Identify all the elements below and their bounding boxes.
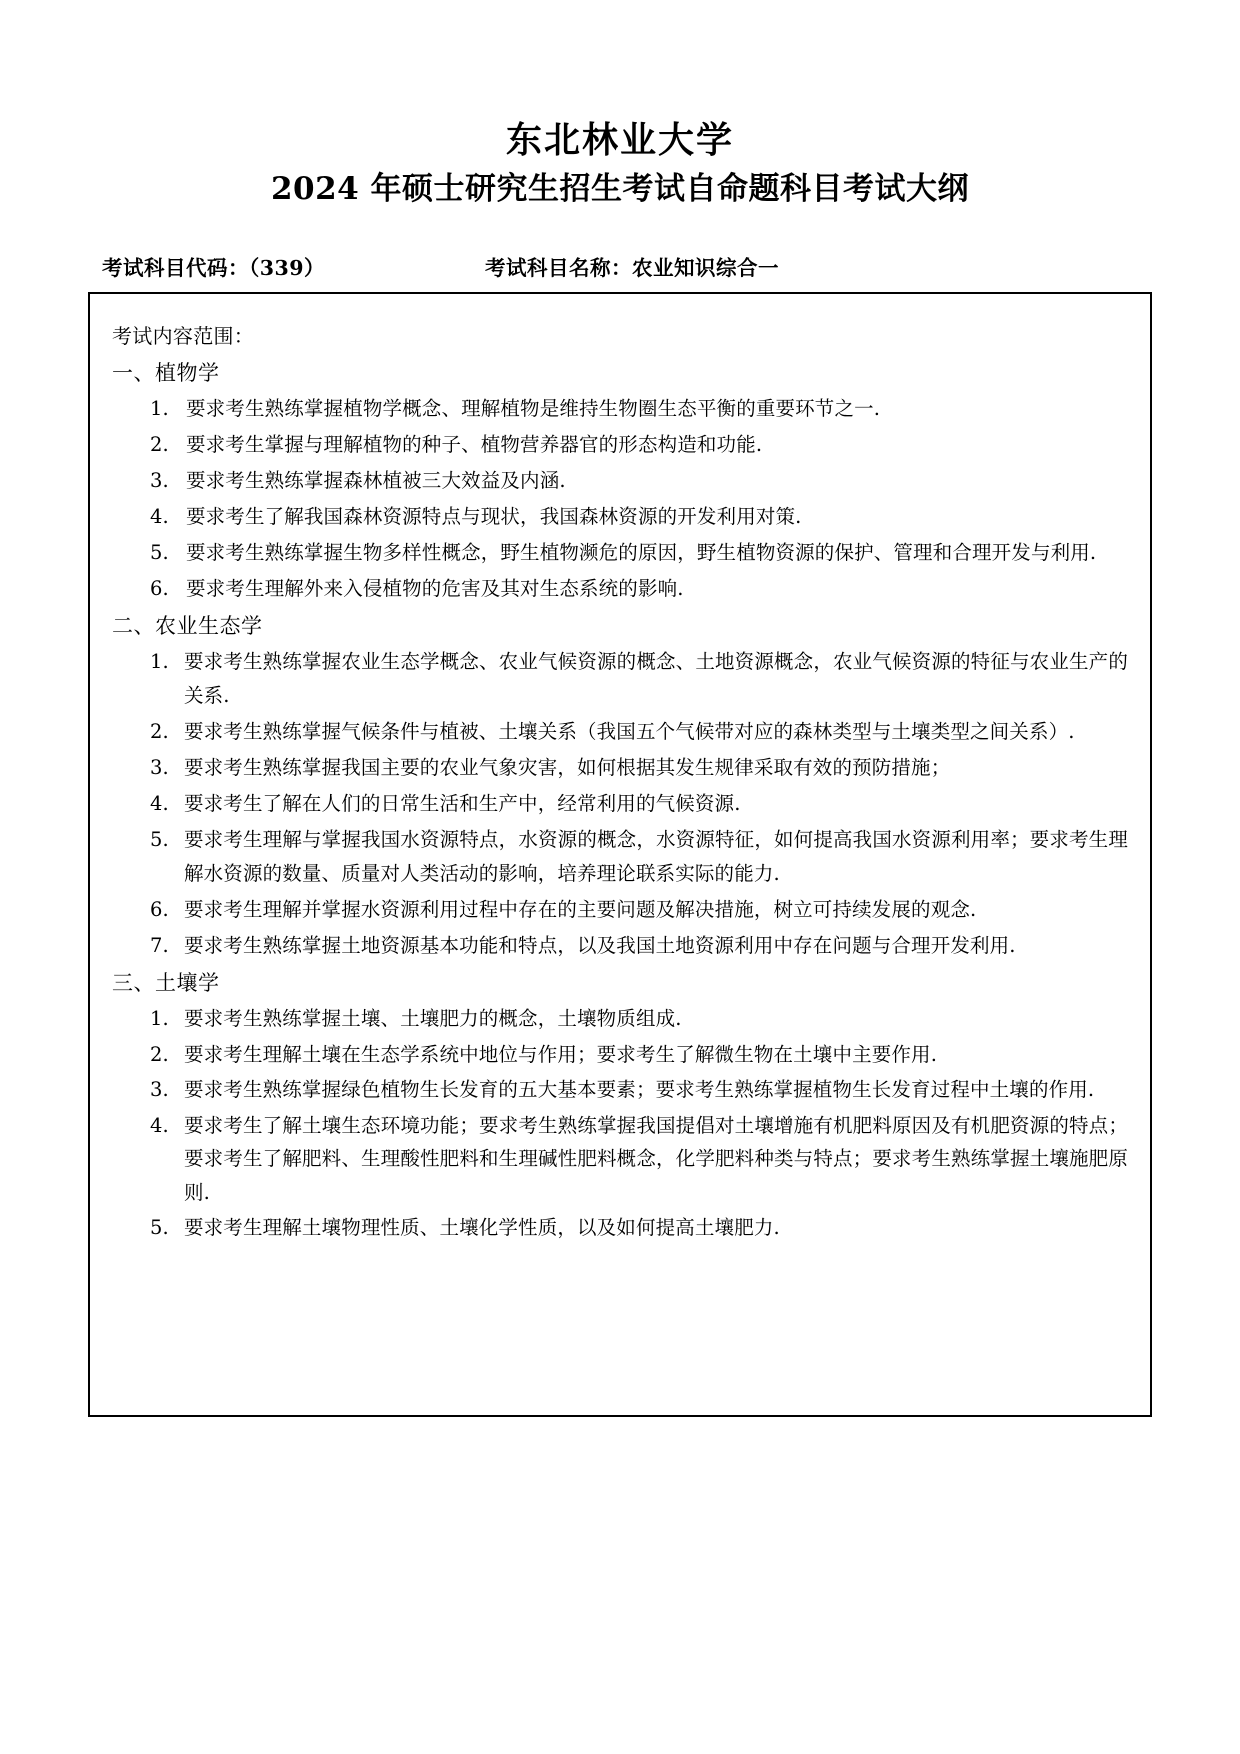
item-text: 要求考生熟练掌握绿色植物生长发育的五大基本要素；要求考生熟练掌握植物生长发育过程中土壤的作用. (184, 1078, 1095, 1102)
item-number: 5. (150, 1216, 169, 1240)
item-number: 5. (150, 828, 169, 852)
list-item (112, 715, 1128, 749)
section-heading: 二、农业生态学 (112, 613, 263, 638)
list-item (112, 572, 1128, 606)
item-number: 3. (150, 469, 169, 493)
item-text: 要求考生熟练掌握植物学概念、理解植物是维持生物圈生态平衡的重要环节之一. (186, 397, 881, 421)
item-number: 2. (150, 433, 169, 457)
list-item (112, 787, 1128, 821)
list-item (112, 929, 1128, 963)
item-number: 4. (150, 1113, 169, 1137)
item-text: 要求考生理解土壤物理性质、土壤化学性质，以及如何提高土壤肥力. (184, 1216, 780, 1240)
item-text: 要求考生熟练掌握土地资源基本功能和特点，以及我国土地资源利用中存在问题与合理开发利用. (184, 933, 1016, 957)
item-text: 要求考生了解在人们的日常生活和生产中，经常利用的气候资源. (184, 792, 741, 816)
item-number: 1. (150, 650, 169, 674)
list-item (112, 823, 1128, 891)
item-number: 6. (150, 576, 169, 600)
list-item (112, 1211, 1128, 1245)
list-item (112, 645, 1128, 713)
section-botany (112, 357, 1128, 606)
item-number: 3. (150, 1078, 169, 1102)
subject-name: 考试科目名称：农业知识综合一 (485, 256, 780, 281)
item-text: 要求考生理解与掌握我国水资源特点，水资源的概念，水资源特征，如何提高我国水资源利用率；要求考生理解水资源的数量、质量对人类活动的影响，培养理论联系实际的能力. (184, 828, 1128, 885)
item-text: 要求考生掌握与理解植物的种子、植物营养器官的形态构造和功能. (186, 433, 763, 457)
university-title: 东北林业大学 (505, 119, 734, 161)
list-item (112, 1109, 1128, 1210)
section-item-list (112, 1002, 1128, 1245)
subject-code: 考试科目代码：（339） (102, 256, 326, 281)
list-item (112, 536, 1128, 570)
list-item (112, 392, 1128, 426)
item-text: 要求考生熟练掌握森林植被三大效益及内涵. (186, 469, 566, 493)
section-item-list (112, 645, 1128, 962)
item-number: 2. (150, 1042, 169, 1066)
list-item (112, 500, 1128, 534)
list-item (112, 1002, 1128, 1036)
item-text: 要求考生了解我国森林资源特点与现状，我国森林资源的开发利用对策. (186, 505, 802, 529)
item-number: 1. (150, 1007, 169, 1031)
item-number: 1. (150, 397, 169, 421)
document-header (88, 0, 1152, 209)
item-number: 6. (150, 897, 169, 921)
item-text: 要求考生了解土壤生态环境功能；要求考生熟练掌握我国提倡对土壤增施有机肥料原因及有机肥资源的特点；要求考生了解肥料、生理酸性肥料和生理碱性肥料概念，化学肥料种类与特点；要求考生熟练掌握土壤施肥原则. (184, 1113, 1128, 1204)
subject-line (88, 251, 1152, 281)
item-text: 要求考生熟练掌握气候条件与植被、土壤关系（我国五个气候带对应的森林类型与土壤类型之间关系）. (184, 720, 1075, 744)
list-item (112, 893, 1128, 927)
item-number: 5. (150, 540, 169, 564)
section-heading: 三、土壤学 (112, 970, 220, 995)
document-subtitle: 2024 年硕士研究生招生考试自命题科目考试大纲 (270, 171, 970, 207)
list-item (112, 1038, 1128, 1072)
item-number: 3. (150, 756, 169, 780)
list-item (112, 751, 1128, 785)
section-soil-science (112, 967, 1128, 1245)
item-text: 要求考生理解并掌握水资源利用过程中存在的主要问题及解决措施，树立可持续发展的观念. (184, 897, 977, 921)
content-scope-label: 考试内容范围： (112, 324, 255, 349)
item-number: 4. (150, 505, 169, 529)
item-text: 要求考生理解外来入侵植物的危害及其对生态系统的影响. (186, 576, 684, 600)
item-number: 4. (150, 792, 169, 816)
section-item-list (112, 392, 1128, 606)
item-number: 2. (150, 720, 169, 744)
item-text: 要求考生理解土壤在生态学系统中地位与作用；要求考生了解微生物在土壤中主要作用. (184, 1042, 938, 1066)
list-item (112, 1073, 1128, 1107)
content-frame (88, 292, 1152, 1417)
item-text: 要求考生熟练掌握我国主要的农业气象灾害，如何根据其发生规律采取有效的预防措施； (184, 756, 951, 780)
item-text: 要求考生熟练掌握农业生态学概念、农业气候资源的概念、土地资源概念，农业气候资源的特征与农业生产的关系. (184, 650, 1128, 708)
item-text: 要求考生熟练掌握土壤、土壤肥力的概念，土壤物质组成. (184, 1007, 682, 1031)
list-item (112, 464, 1128, 498)
section-agro-ecology (112, 610, 1128, 963)
section-heading: 一、植物学 (112, 360, 220, 385)
item-text: 要求考生熟练掌握生物多样性概念，野生植物濒危的原因，野生植物资源的保护、管理和合理开发与利用. (186, 540, 1097, 564)
item-number: 7. (150, 933, 169, 957)
list-item (112, 428, 1128, 462)
